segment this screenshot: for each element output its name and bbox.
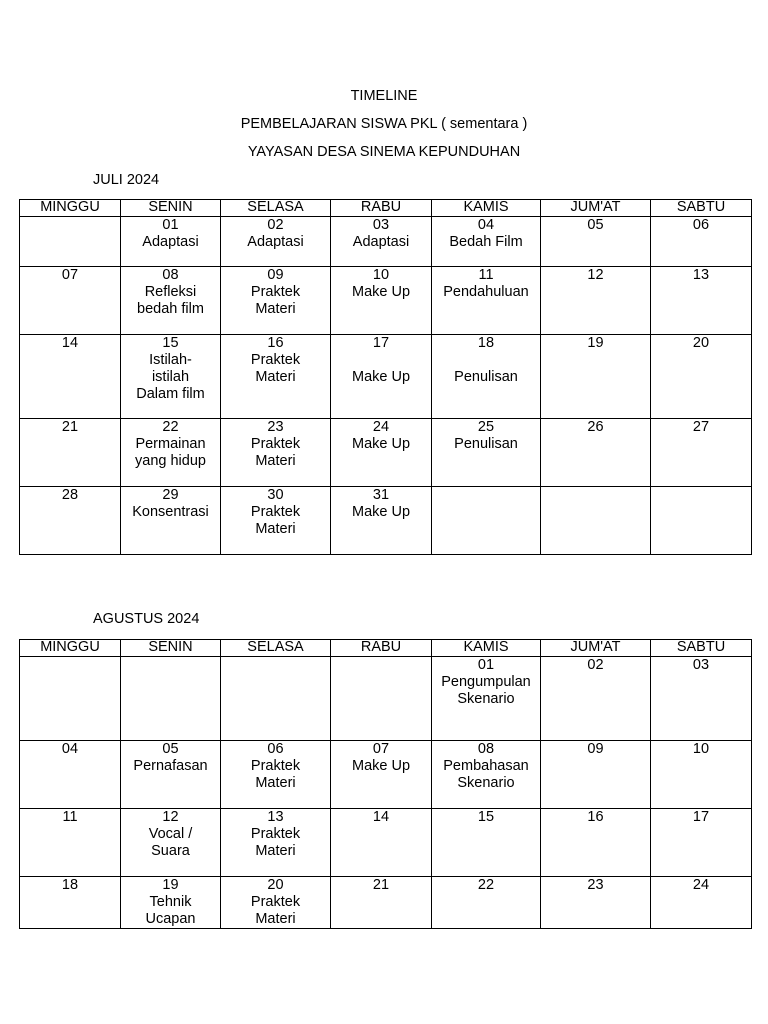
day-cell — [221, 741, 331, 809]
week-row — [20, 877, 752, 929]
day-cell — [432, 877, 541, 929]
day-cell — [651, 877, 752, 929]
day-cell — [221, 335, 331, 419]
day-cell — [20, 877, 121, 929]
day-number: 02 — [587, 657, 604, 673]
day-cell — [651, 267, 752, 335]
day-cell — [221, 217, 331, 267]
day-number: 07 — [372, 741, 390, 757]
day-cell — [221, 419, 331, 487]
day-number: 17 — [692, 809, 710, 825]
day-number: 21 — [372, 877, 390, 893]
weekday-header: JUM'AT — [541, 640, 651, 657]
day-cell — [541, 217, 651, 267]
day-cell — [331, 487, 432, 555]
activity-text: Konsentrasi — [132, 504, 209, 520]
day-number: 20 — [692, 335, 710, 351]
weekday-header: RABU — [331, 640, 432, 657]
day-number: 16 — [267, 335, 284, 351]
activity-text: Adaptasi — [142, 234, 199, 250]
day-cell — [121, 487, 221, 555]
day-cell — [331, 809, 432, 877]
activity-text: Suara — [151, 843, 190, 859]
day-number: 23 — [267, 419, 284, 435]
weekday-header: SABTU — [651, 640, 752, 657]
day-number: 17 — [372, 335, 390, 351]
week-row — [20, 741, 752, 809]
activity-text: Materi — [255, 369, 296, 385]
activity-text: Istilah- — [149, 352, 192, 368]
day-number: 20 — [267, 877, 284, 893]
day-cell — [331, 267, 432, 335]
day-cell — [331, 419, 432, 487]
day-cell — [20, 657, 121, 741]
day-number: 19 — [587, 335, 604, 351]
day-number: 02 — [267, 217, 284, 233]
day-number: 14 — [372, 809, 390, 825]
week-row — [20, 267, 752, 335]
day-cell — [20, 487, 121, 555]
day-cell — [651, 487, 752, 555]
week-row — [20, 335, 752, 419]
day-number: 09 — [267, 267, 284, 283]
day-number: 19 — [162, 877, 179, 893]
activity-text: Materi — [255, 911, 296, 927]
week-row — [20, 419, 752, 487]
activity-text: Permainan — [135, 436, 206, 452]
day-number: 21 — [61, 419, 79, 435]
day-cell — [20, 335, 121, 419]
day-cell — [221, 487, 331, 555]
day-cell — [121, 217, 221, 267]
activity-text: Pengumpulan — [441, 674, 531, 690]
day-number: 10 — [692, 741, 710, 757]
day-number: 22 — [477, 877, 495, 893]
day-number: 03 — [372, 217, 390, 233]
day-number: 01 — [477, 657, 495, 673]
activity-text: Adaptasi — [352, 234, 410, 250]
day-cell — [541, 741, 651, 809]
activity-text: Bedah Film — [449, 234, 523, 250]
week-row — [20, 657, 752, 741]
activity-text: Penulisan — [454, 436, 518, 452]
activity-text: Materi — [255, 453, 296, 469]
day-cell — [541, 487, 651, 555]
activity-text: Praktek — [250, 894, 301, 910]
day-cell — [331, 657, 432, 741]
day-cell — [20, 419, 121, 487]
day-number: 18 — [477, 335, 495, 351]
activity-text: Skenario — [457, 775, 515, 791]
activity-text: Pendahuluan — [443, 284, 529, 300]
day-cell — [651, 809, 752, 877]
activity-text: Make Up — [351, 758, 411, 774]
activity-text: Praktek — [250, 284, 301, 300]
day-number: 16 — [587, 809, 604, 825]
day-number: 01 — [162, 217, 179, 233]
activity-text — [331, 352, 431, 369]
weekday-header: SELASA — [221, 640, 331, 657]
day-number: 24 — [372, 419, 390, 435]
day-number: 22 — [162, 419, 179, 435]
day-cell — [20, 217, 121, 267]
activity-text: Refleksi — [144, 284, 197, 300]
activity-text: bedah film — [137, 301, 204, 317]
day-number: 28 — [61, 487, 79, 503]
calendar-august-2024 — [19, 639, 752, 929]
weekday-header: MINGGU — [20, 640, 121, 657]
day-cell — [121, 267, 221, 335]
day-cell — [541, 657, 651, 741]
day-cell — [20, 809, 121, 877]
day-cell — [221, 877, 331, 929]
day-cell — [331, 217, 432, 267]
day-number: 03 — [692, 657, 710, 673]
day-cell — [121, 877, 221, 929]
day-cell — [651, 419, 752, 487]
day-number: 24 — [692, 877, 710, 893]
day-cell — [121, 809, 221, 877]
day-cell — [221, 657, 331, 741]
day-number: 26 — [587, 419, 604, 435]
day-number: 13 — [692, 267, 710, 283]
day-cell — [541, 419, 651, 487]
day-number: 12 — [587, 267, 604, 283]
week-row — [20, 217, 752, 267]
day-cell — [121, 657, 221, 741]
activity-text: Materi — [255, 843, 296, 859]
day-cell — [651, 657, 752, 741]
day-number: 29 — [162, 487, 179, 503]
activity-text: Pembahasan — [443, 758, 529, 774]
day-cell — [121, 741, 221, 809]
weekday-header: SABTU — [651, 200, 752, 217]
day-cell — [432, 487, 541, 555]
day-number: 15 — [477, 809, 495, 825]
activity-text: Materi — [255, 301, 296, 317]
day-cell — [20, 267, 121, 335]
activity-text: yang hidup — [135, 453, 206, 469]
day-number: 11 — [62, 809, 78, 825]
day-cell — [20, 741, 121, 809]
day-cell — [432, 267, 541, 335]
day-number: 04 — [477, 217, 495, 233]
week-row — [20, 809, 752, 877]
day-cell — [651, 741, 752, 809]
activity-text: Make Up — [351, 436, 411, 452]
day-cell — [541, 877, 651, 929]
weekday-header-row — [20, 640, 752, 657]
activity-text: Praktek — [250, 758, 301, 774]
weekday-header: KAMIS — [432, 200, 541, 217]
weekday-header: SENIN — [121, 640, 221, 657]
day-cell — [432, 809, 541, 877]
day-cell — [651, 217, 752, 267]
activity-text: Tehnik — [149, 894, 192, 910]
week-row — [20, 487, 752, 555]
page-title: TIMELINE — [350, 88, 418, 104]
day-cell — [121, 335, 221, 419]
month-title-august: AGUSTUS 2024 — [93, 611, 200, 627]
day-number: 10 — [372, 267, 390, 283]
activity-text: Materi — [255, 521, 296, 537]
day-cell — [541, 809, 651, 877]
day-number: 25 — [477, 419, 495, 435]
activity-text: Vocal / — [148, 826, 193, 842]
activity-text: Ucapan — [145, 911, 196, 927]
day-cell — [331, 741, 432, 809]
activity-text: Adaptasi — [247, 234, 304, 250]
weekday-header: KAMIS — [432, 640, 541, 657]
weekday-header: SENIN — [121, 200, 221, 217]
activity-text — [432, 352, 540, 369]
weekday-header: JUM'AT — [541, 200, 651, 217]
day-number: 06 — [267, 741, 284, 757]
activity-text: Skenario — [457, 691, 515, 707]
activity-text: Dalam film — [136, 386, 205, 402]
day-cell — [432, 741, 541, 809]
activity-text: Make Up — [351, 284, 411, 300]
day-number: 05 — [587, 217, 604, 233]
day-number: 18 — [61, 877, 79, 893]
activity-text: Praktek — [250, 352, 301, 368]
day-number: 07 — [61, 267, 79, 283]
calendar-july-2024 — [19, 199, 752, 555]
day-cell — [331, 335, 432, 419]
day-number: 05 — [162, 741, 179, 757]
weekday-header: MINGGU — [20, 200, 121, 217]
day-cell — [432, 657, 541, 741]
activity-text: Make Up — [351, 369, 411, 385]
day-cell — [331, 877, 432, 929]
activity-text: Praktek — [250, 436, 301, 452]
day-cell — [221, 267, 331, 335]
activity-text: Praktek — [250, 504, 301, 520]
activity-text: Praktek — [250, 826, 301, 842]
day-number: 12 — [162, 809, 179, 825]
day-number: 14 — [61, 335, 79, 351]
day-number: 09 — [587, 741, 604, 757]
activity-text: Make Up — [351, 504, 411, 520]
activity-text: Pernafasan — [133, 758, 208, 774]
day-cell — [432, 217, 541, 267]
day-number: 04 — [61, 741, 79, 757]
day-number: 13 — [267, 809, 284, 825]
day-number: 06 — [692, 217, 710, 233]
day-cell — [432, 419, 541, 487]
day-number: 15 — [162, 335, 179, 351]
day-cell — [121, 419, 221, 487]
activity-text: istilah — [151, 369, 190, 385]
day-number: 08 — [162, 267, 179, 283]
day-number: 08 — [477, 741, 495, 757]
weekday-header-row — [20, 200, 752, 217]
day-number: 27 — [692, 419, 710, 435]
month-title-july: JULI 2024 — [93, 172, 160, 188]
day-cell — [541, 267, 651, 335]
organization-name: YAYASAN DESA SINEMA KEPUNDUHAN — [247, 144, 521, 160]
weekday-header: RABU — [331, 200, 432, 217]
day-cell — [541, 335, 651, 419]
day-number: 31 — [372, 487, 390, 503]
weekday-header: SELASA — [221, 200, 331, 217]
activity-text: Materi — [255, 775, 296, 791]
day-number: 11 — [478, 267, 494, 283]
day-number: 23 — [587, 877, 604, 893]
day-number: 30 — [267, 487, 284, 503]
day-cell — [651, 335, 752, 419]
activity-text: Penulisan — [454, 369, 518, 385]
day-cell — [221, 809, 331, 877]
day-cell — [432, 335, 541, 419]
page-subtitle: PEMBELAJARAN SISWA PKL ( sementara ) — [240, 116, 528, 132]
